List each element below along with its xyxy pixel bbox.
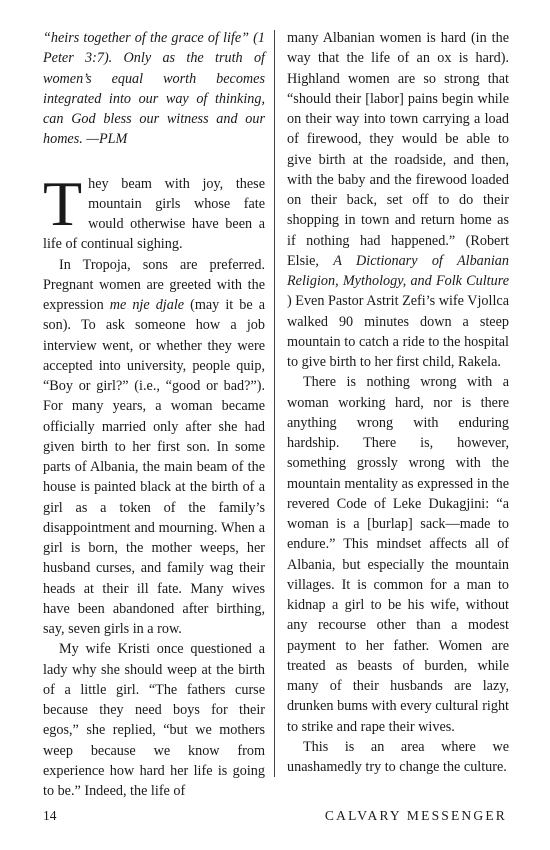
publication-title: CALVARY MESSENGER — [324, 808, 507, 823]
italic-phrase: me nje djale — [109, 297, 185, 313]
body-paragraph — [287, 28, 509, 372]
intro-signature: —PLM — [82, 131, 128, 148]
text-run: In Tropoja, sons are preferred. Pregnant women are greeted with the expression — [43, 256, 265, 313]
column-divider — [274, 30, 275, 777]
intro-paragraph — [43, 28, 265, 150]
text-run: ) Even Pastor Astrit Zefi’s wife Vjollca walked 90 minutes down a steep mountain to catch a ride to the hospital to give birth to her first child, Rakela. — [287, 293, 509, 370]
intro-text: “heirs together of the grace of life” (1 Peter 3:7). Only as the truth of women’s equal worth becomes integrated into our way of thinking, can God bless our witness and our homes. — [43, 30, 265, 148]
opening-text: hey beam with joy, these mountain girls whose fate would otherwise have been a life of continual sighing. — [43, 175, 265, 253]
body-paragraph: This is an area where we unashamedly try to change the culture. — [287, 738, 509, 775]
left-column — [43, 28, 265, 801]
body-paragraph: My wife Kristi once questioned a lady why she should weep at the birth of a little girl. “The fathers curse because they need boys for their egos,” she replied, “but we mothers weep because we know from experience how hard her life is going to be.” Indeed, the life of — [43, 641, 265, 799]
text-run: many Albanian women is hard (in the way that the life of an ox is hard). Highland women are so strong that “should their [labor] pains begin while on their way into town carrying a load of firewood, they would be able to give birth at the roadside, and then, with the baby and the firewood loaded on their back, set off to do their shopping in town and return home as if nothing had happened.” (Robert Elsie, — [287, 30, 509, 269]
body-paragraph: There is nothing wrong with a woman working hard, nor is there anything wrong with enduring hardship. There is, however, something grossly wrong with the mountain mentality as expressed in the revered Code of Leke Dukagjini: “a woman is a [burlap] sack—made to endure.” This mindset affects all of Albania, but especially the mountain villages. It is common for a man to kidnap a girl to be his wife, without any recourse other than a modest payment to her father. Women are treated as beasts of burden, while many of their husbands are lazy, drunken bums with every cultural right to strike and rape their wives. — [287, 374, 509, 735]
right-column — [287, 28, 509, 777]
drop-cap: T — [43, 167, 83, 239]
body-paragraph — [43, 255, 265, 640]
text-run: (may it be a son). To ask someone how a job interview went, or whether they were accepted into university, people quip, “Boy or girl?” (i.e., “good or bad?”). For many years, a woman became officially married only after she had given birth to her first son. In some parts of Albania, the main beam of the house is painted black at the birth of a girl as a token of the family’s disappointment and mourning. When a girl is born, the mother weeps, her husband curses, and family wag their heads at their ill fate. Many wives have been abandoned after birthing, say, seven girls in a row. — [43, 297, 265, 637]
book-title: A Dictionary of Albanian Religion, Mythology, and Folk Culture — [287, 252, 509, 289]
opening-paragraph — [43, 167, 265, 255]
page-number: 14 — [43, 808, 57, 823]
